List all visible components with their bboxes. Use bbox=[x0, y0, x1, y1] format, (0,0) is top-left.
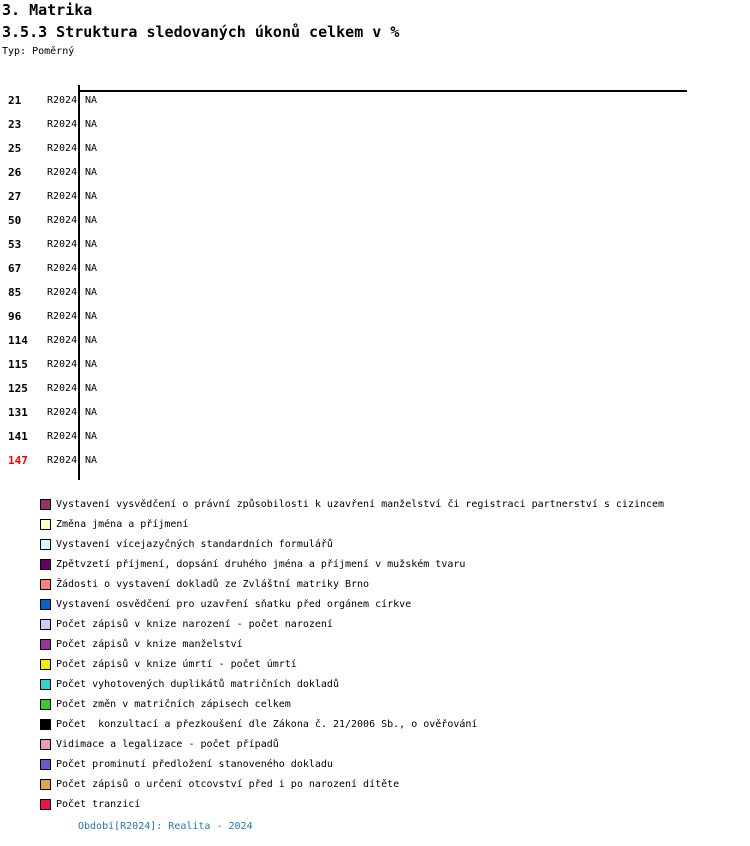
legend-swatch bbox=[40, 779, 51, 790]
legend-swatch bbox=[40, 619, 51, 630]
row-value: NA bbox=[85, 167, 98, 178]
legend-label: Počet prominutí předložení stanoveného dokladu bbox=[56, 758, 333, 770]
row-period: R2024 bbox=[47, 167, 78, 178]
row-period: R2024 bbox=[47, 359, 78, 370]
row-value: NA bbox=[85, 215, 98, 226]
legend-label: Počet změn v matričních zápisech celkem bbox=[56, 698, 291, 710]
legend-item bbox=[0, 574, 750, 594]
legend-item bbox=[0, 554, 750, 574]
row-period: R2024 bbox=[47, 287, 78, 298]
row-code: 27 bbox=[8, 190, 22, 203]
legend-item bbox=[0, 754, 750, 774]
row-code: 50 bbox=[8, 214, 22, 227]
row-code: 125 bbox=[8, 382, 28, 395]
legend-label: Počet konzultací a přezkoušení dle Zákona č. 21/2006 Sb., o ověřování bbox=[56, 718, 478, 730]
row-value: NA bbox=[85, 335, 98, 346]
row-value: NA bbox=[85, 455, 98, 466]
chart-row bbox=[0, 161, 750, 185]
row-value: NA bbox=[85, 263, 98, 274]
legend-label: Žádosti o vystavení dokladů ze Zvláštní matriky Brno bbox=[56, 578, 370, 590]
legend-swatch bbox=[40, 739, 51, 750]
chart-row bbox=[0, 377, 750, 401]
row-period: R2024 bbox=[47, 407, 78, 418]
row-code: 96 bbox=[8, 310, 22, 323]
legend-label: Počet zápisů v knize narození - počet narození bbox=[56, 618, 333, 630]
row-value: NA bbox=[85, 359, 98, 370]
row-value: NA bbox=[85, 119, 98, 130]
legend-swatch bbox=[40, 639, 51, 650]
legend-label: Vystavení vysvědčení o právní způsobilosti k uzavření manželství či registraci partnerství s cizincem bbox=[56, 498, 665, 510]
row-value: NA bbox=[85, 95, 98, 106]
legend-swatch bbox=[40, 699, 51, 710]
legend-item bbox=[0, 514, 750, 534]
legend-swatch bbox=[40, 659, 51, 670]
row-code: 26 bbox=[8, 166, 22, 179]
chart-row bbox=[0, 305, 750, 329]
chart-title: 3.5.3 Struktura sledovaných úkonů celkem v % bbox=[2, 23, 400, 41]
chart-row bbox=[0, 425, 750, 449]
report-title: 3. Matrika bbox=[2, 1, 93, 19]
legend-item bbox=[0, 614, 750, 634]
legend-label: Počet zápisů v knize manželství bbox=[56, 638, 243, 650]
legend-label: Počet zápisů o určení otcovství před i po narození dítěte bbox=[56, 778, 400, 790]
legend-swatch bbox=[40, 499, 51, 510]
row-period: R2024 bbox=[47, 263, 78, 274]
chart-type-label: Typ: Poměrný bbox=[2, 46, 75, 57]
chart-legend bbox=[0, 494, 750, 814]
legend-swatch bbox=[40, 579, 51, 590]
legend-label: Změna jména a příjmení bbox=[56, 518, 189, 530]
chart-row bbox=[0, 113, 750, 137]
legend-label: Počet tranzicí bbox=[56, 798, 141, 810]
legend-item bbox=[0, 654, 750, 674]
chart-row bbox=[0, 449, 750, 473]
legend-swatch bbox=[40, 559, 51, 570]
row-code: 53 bbox=[8, 238, 22, 251]
row-period: R2024 bbox=[47, 215, 78, 226]
legend-label: Vystavení osvědčení pro uzavření sňatku před orgánem církve bbox=[56, 598, 412, 610]
chart-row bbox=[0, 209, 750, 233]
legend-item bbox=[0, 774, 750, 794]
legend-swatch bbox=[40, 539, 51, 550]
row-period: R2024 bbox=[47, 383, 78, 394]
legend-swatch bbox=[40, 679, 51, 690]
legend-item bbox=[0, 714, 750, 734]
row-value: NA bbox=[85, 287, 98, 298]
row-code: 67 bbox=[8, 262, 22, 275]
chart-row bbox=[0, 137, 750, 161]
legend-item bbox=[0, 634, 750, 654]
chart-row bbox=[0, 185, 750, 209]
row-value: NA bbox=[85, 383, 98, 394]
row-code: 85 bbox=[8, 286, 22, 299]
row-period: R2024 bbox=[47, 191, 78, 202]
legend-item bbox=[0, 674, 750, 694]
chart-row bbox=[0, 329, 750, 353]
row-period: R2024 bbox=[47, 95, 78, 106]
legend-swatch bbox=[40, 599, 51, 610]
legend-swatch bbox=[40, 719, 51, 730]
legend-item bbox=[0, 594, 750, 614]
legend-swatch bbox=[40, 519, 51, 530]
row-value: NA bbox=[85, 239, 98, 250]
row-value: NA bbox=[85, 407, 98, 418]
legend-item bbox=[0, 794, 750, 814]
legend-label: Vystavení vícejazyčných standardních formulářů bbox=[56, 538, 333, 550]
chart-row bbox=[0, 281, 750, 305]
row-value: NA bbox=[85, 191, 98, 202]
row-code: 141 bbox=[8, 430, 28, 443]
row-value: NA bbox=[85, 143, 98, 154]
row-period: R2024 bbox=[47, 431, 78, 442]
legend-item bbox=[0, 494, 750, 514]
row-code: 114 bbox=[8, 334, 28, 347]
row-period: R2024 bbox=[47, 239, 78, 250]
legend-label: Počet vyhotovených duplikátů matričních dokladů bbox=[56, 678, 339, 690]
legend-swatch bbox=[40, 799, 51, 810]
legend-item bbox=[0, 734, 750, 754]
legend-item bbox=[0, 694, 750, 714]
period-footer: Období[R2024]: Realita - 2024 bbox=[78, 821, 253, 832]
chart-row bbox=[0, 353, 750, 377]
row-period: R2024 bbox=[47, 119, 78, 130]
row-code-highlighted: 147 bbox=[8, 454, 28, 467]
legend-label: Vidimace a legalizace - počet případů bbox=[56, 738, 279, 750]
row-code: 21 bbox=[8, 94, 22, 107]
chart-row bbox=[0, 233, 750, 257]
legend-label: Zpětvzetí příjmení, dopsání druhého jména a příjmení v mužském tvaru bbox=[56, 558, 466, 570]
chart-row bbox=[0, 89, 750, 113]
row-value: NA bbox=[85, 431, 98, 442]
row-period: R2024 bbox=[47, 455, 78, 466]
row-period: R2024 bbox=[47, 311, 78, 322]
row-period: R2024 bbox=[47, 335, 78, 346]
row-code: 23 bbox=[8, 118, 22, 131]
row-code: 115 bbox=[8, 358, 28, 371]
row-code: 131 bbox=[8, 406, 28, 419]
row-period: R2024 bbox=[47, 143, 78, 154]
row-code: 25 bbox=[8, 142, 22, 155]
legend-item bbox=[0, 534, 750, 554]
chart-row bbox=[0, 257, 750, 281]
legend-label: Počet zápisů v knize úmrtí - počet úmrtí bbox=[56, 658, 297, 670]
chart-rows bbox=[0, 89, 750, 473]
row-value: NA bbox=[85, 311, 98, 322]
legend-swatch bbox=[40, 759, 51, 770]
chart-row bbox=[0, 401, 750, 425]
